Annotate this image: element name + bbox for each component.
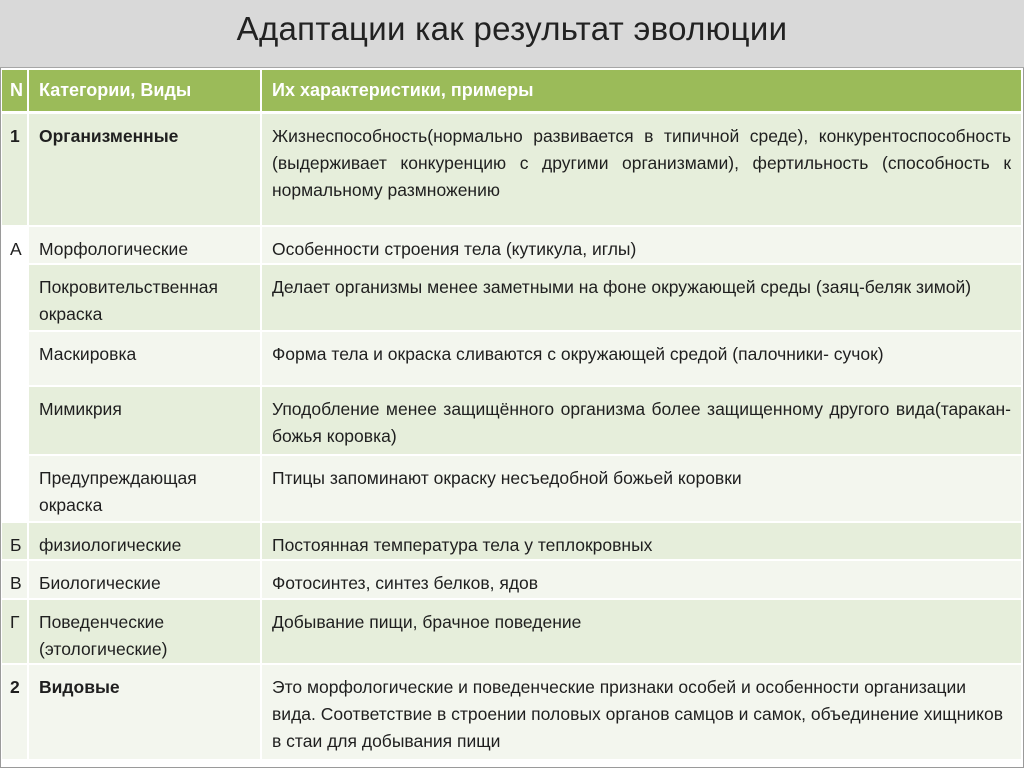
- row-number: В: [2, 560, 28, 599]
- row-description: Жизнеспособность(нормально развивается в типичной среде), конкурентоспособность (выдерживает конкуренцию с другими организмами), фертильность (способность к нормальному размножению: [261, 113, 1022, 226]
- table-header-row: [2, 70, 1022, 113]
- row-number: 2: [2, 664, 28, 760]
- row-category: Покровительственная окраска: [28, 264, 261, 331]
- header-category: Категории, Виды: [28, 70, 261, 113]
- row-description: Уподобление менее защищённого организма более защищенному другого вида(таракан- божья коровка): [261, 386, 1022, 455]
- adaptations-table: [2, 70, 1023, 761]
- table-row: [2, 560, 1022, 599]
- row-category: Морфологические: [28, 226, 261, 264]
- table-row: [2, 113, 1022, 226]
- table-row: [2, 522, 1022, 560]
- header-description: Их характеристики, примеры: [261, 70, 1022, 113]
- table-row: [2, 264, 1022, 331]
- row-number: 1: [2, 113, 28, 226]
- row-number: Б: [2, 522, 28, 560]
- row-category: физиологические: [28, 522, 261, 560]
- row-description: Птицы запоминают окраску несъедобной божьей коровки: [261, 455, 1022, 522]
- title-bar: [0, 0, 1024, 68]
- table-row: [2, 664, 1022, 760]
- row-description: Форма тела и окраска сливаются с окружающей средой (палочники- сучок): [261, 331, 1022, 386]
- row-category: Организменные: [28, 113, 261, 226]
- row-category: Биологические: [28, 560, 261, 599]
- table-row: [2, 226, 1022, 264]
- table-row: [2, 386, 1022, 455]
- row-category: Предупреждающая окраска: [28, 455, 261, 522]
- table-row: [2, 599, 1022, 664]
- table-row: [2, 331, 1022, 386]
- table-row: [2, 455, 1022, 522]
- row-number: Г: [2, 599, 28, 664]
- row-description: Это морфологические и поведенческие признаки особей и особенности организации вида. Соответствие в строении половых органов самцов и самок, объединение хищников в стаи для добывания пищи: [261, 664, 1022, 760]
- slide-title: Адаптации как результат эволюции: [236, 10, 788, 47]
- row-category: Поведенческие (этологические): [28, 599, 261, 664]
- row-category: Маскировка: [28, 331, 261, 386]
- row-description: Особенности строения тела (кутикула, иглы): [261, 226, 1022, 264]
- row-category: Видовые: [28, 664, 261, 760]
- row-category: Мимикрия: [28, 386, 261, 455]
- header-number: N: [2, 70, 28, 113]
- row-description: Делает организмы менее заметными на фоне окружающей среды (заяц-беляк зимой): [261, 264, 1022, 331]
- row-number: А: [2, 226, 28, 522]
- row-description: Добывание пищи, брачное поведение: [261, 599, 1022, 664]
- row-description: Постоянная температура тела у теплокровных: [261, 522, 1022, 560]
- row-description: Фотосинтез, синтез белков, ядов: [261, 560, 1022, 599]
